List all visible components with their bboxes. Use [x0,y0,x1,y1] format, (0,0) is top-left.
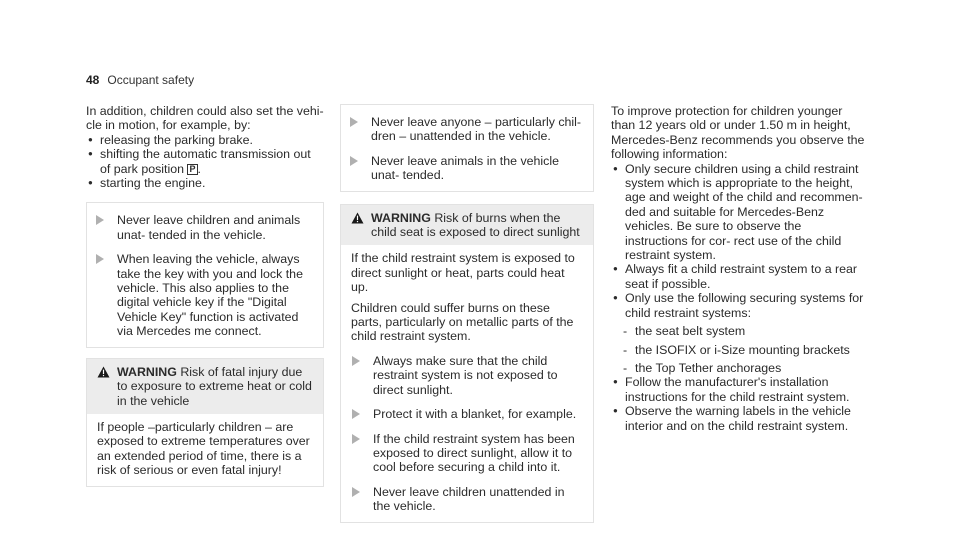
arrow-right-icon [351,354,373,366]
park-position-symbol: P [189,163,196,174]
intro-paragraph: In addition, children could also set the vehi- cle in motion, for example, by: [86,104,324,133]
note-item: When leaving the vehicle, always take the key with you and lock the vehicle. This also applies to the digital vehicle key if the "Digital Vehicle Key" function is activated via Mercedes me connect. [95,252,313,338]
column-left [86,104,324,487]
arrow-right-icon [349,154,371,166]
intro-paragraph: To improve protection for children younger than 12 years old or under 1.50 m in height, Mercedes-Benz recommends you observe the following information: [611,104,865,162]
note-item: Never leave children and animals unat- tended in the vehicle. [95,213,313,242]
sub-list-item: - the seat belt system [611,324,867,338]
column-right [611,104,867,433]
warning-header [341,205,593,246]
list-item: ● Only use the following securing systems for child restraint systems: - the seat belt system - the ISOFIX or i-Size mounting brackets - the Top Tether anchorages [611,291,867,375]
note-item: Always make sure that the child restraint system is not exposed to direct sunlight. [351,354,583,397]
warning-box [340,204,594,523]
warning-box [86,358,324,487]
note-box [340,104,594,192]
note-box [86,202,324,347]
arrow-right-icon [351,407,373,419]
note-item: Never leave anyone – particularly chil- dren – unattended in the vehicle. [349,115,583,144]
warning-body: If the child restraint system is exposed to direct sunlight or heat, parts could heat up. Children could suffer burns on these parts, particularly on metallic parts of the child restraint system. Always make sure that the child restraint system is not exposed to direct sunlight. Protect it with a blanket, for example. If the child restraint system has been exposed to direct sunlight, allow it to cool before securing a child into it. Never leave children unattended in the vehicle. [341,245,593,521]
warning-text: WARNING Risk of fatal injury due to exposure to extreme heat or cold in the vehicle [117,364,312,408]
arrow-right-icon [351,432,373,444]
list-item: ● Observe the warning labels in the vehicle interior and on the child restraint system. [611,404,867,433]
bullet-list [86,133,324,191]
list-item: ● Follow the manufacturer's installation instructions for the child restraint system. [611,375,867,404]
sub-list-item: - the Top Tether anchorages [611,361,867,375]
section-title: Occupant safety [107,73,195,87]
list-item: ● Always fit a child restraint system to a rear seat if possible. [611,262,867,291]
list-item: ● shifting the automatic transmission out of park position P . [86,147,324,176]
note-item: Protect it with a blanket, for example. [351,407,583,421]
warning-body: If people –particularly children – are exposed to extreme temperatures over an extended period of time, there is a risk of serious or even fatal injury! [97,419,310,478]
arrow-right-icon [95,213,117,225]
sub-list [611,324,867,375]
list-item: ● starting the engine. [86,176,324,190]
page-header [86,73,194,87]
list-item: ● Only secure children using a child restraint system which is appropriate to the height, age and weight of the child and recommen- ded and suitable for Mercedes-Benz vehicles. Be sure to observe the instructions for cor- rect use of the child restraint system. [611,162,867,263]
note-item: Never leave animals in the vehicle unat- tended. [349,154,583,183]
arrow-right-icon [95,252,117,264]
warning-header [87,359,323,414]
bullet-list [611,162,867,433]
column-middle [340,104,594,523]
warning-triangle-icon [351,211,371,227]
arrow-right-icon [351,485,373,497]
warning-text: WARNING Risk of burns when the child seat is exposed to direct sunlight [371,210,580,240]
page-number: 48 [86,73,100,87]
arrow-right-icon [349,115,371,127]
warning-triangle-icon [97,365,117,381]
note-item: If the child restraint system has been exposed to direct sunlight, allow it to cool before securing a child into it. [351,432,583,475]
list-item: ● releasing the parking brake. [86,133,324,147]
note-item: Never leave children unattended in the vehicle. [351,485,583,514]
sub-list-item: - the ISOFIX or i-Size mounting brackets [611,343,867,357]
